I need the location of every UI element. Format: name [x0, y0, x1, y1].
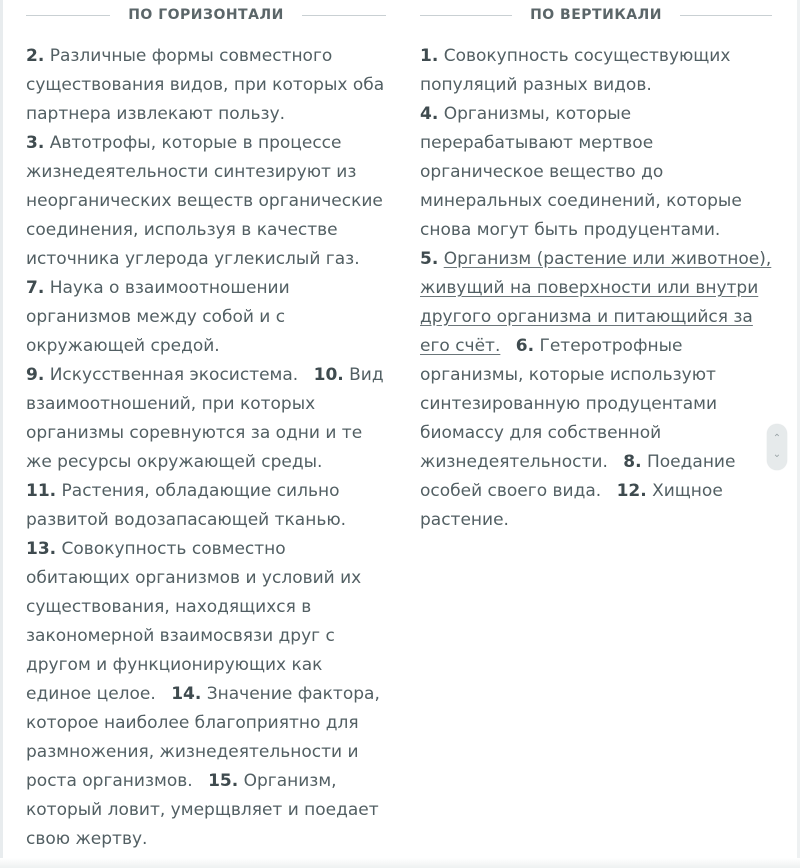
clue-v-1 [420, 42, 772, 100]
clue-text: Гетеротрофные организмы, которые используют синтезированную продуцентами биомассу для собственной жизнедеятельности. [420, 336, 718, 472]
clue-text: Вид взаимоотношений, при которых организмы соревнуются за одни и те же ресурсы окружающей среды. [26, 365, 384, 472]
clue-text: Поедание особей своего вида. [420, 452, 736, 501]
clue-number: 15. [208, 771, 239, 791]
header-rule-left [26, 15, 110, 16]
clue-number: 3. [26, 133, 45, 153]
clue-text: Организмы, которые перерабатывают мертвое органическое вещество до минеральных соединений, которые снова могут быть продуцентами. [420, 104, 742, 240]
clue-text-underlined: Организм (растение или животное), живущий на поверхности или внутри другого организма и питающийся за его счёт. [420, 249, 772, 356]
clue-text: Совокупность совместно обитающих организмов и условий их существования, находящихся в закономерной взаимосвязи друг с другом и функционирующих как единое целое. [26, 539, 362, 704]
vertical-clue-list [420, 42, 772, 535]
clue-h-11 [26, 477, 386, 535]
clue-text: Растения, обладающие сильно развитой водозапасающей тканью. [26, 481, 347, 530]
scroll-handle[interactable] [767, 424, 787, 470]
clue-row-13-14-15 [26, 535, 386, 854]
clue-h-13 [26, 539, 361, 704]
clue-text: Значение фактора, которое наиболее благоприятно для размножения, жизнедеятельности и роста организмов. [26, 684, 380, 791]
vertical-header [420, 0, 772, 30]
clue-text: Наука о взаимоотношении организмов между собой и с окружающей средой. [26, 278, 290, 356]
clue-number: 14. [171, 684, 202, 704]
clue-number: 13. [26, 539, 57, 559]
bottom-fade [0, 858, 800, 868]
chevron-up-icon[interactable]: ⌃ [772, 433, 782, 444]
clue-h-3 [26, 129, 386, 274]
chevron-down-icon[interactable]: ⌄ [772, 449, 782, 460]
clue-number: 10. [313, 365, 344, 385]
clue-number: 6. [515, 336, 535, 356]
horizontal-clue-list [26, 42, 386, 854]
vertical-clues-column [420, 0, 772, 535]
clue-text: Автотрофы, которые в процессе жизнедеятельности синтезируют из неорганических веществ органические соединения, используя в качестве источника углерода углекислый газ. [26, 133, 383, 269]
horizontal-clues-column [26, 0, 386, 854]
clue-number: 4. [420, 104, 439, 124]
clue-number: 11. [26, 481, 57, 501]
clue-number: 5. [420, 249, 439, 269]
clue-number: 9. [26, 365, 45, 385]
clue-number: 2. [26, 46, 45, 66]
page-edge-left [0, 0, 3, 868]
clue-number: 8. [623, 452, 642, 472]
clue-text: Искусственная экосистема. [49, 365, 299, 385]
clue-text: Различные формы совместного существования видов, при которых оба партнера извлекают пользу. [26, 46, 385, 124]
clue-h-9 [26, 365, 298, 385]
horizontal-title: ПО ГОРИЗОНТАЛИ [128, 7, 284, 23]
header-rule-right [302, 15, 386, 16]
clue-h-2 [26, 42, 386, 129]
clue-text: Организм, который ловит, умерщвляет и поедает свою жертву. [26, 771, 379, 849]
clue-row-9-10 [26, 361, 386, 477]
vertical-title: ПО ВЕРТИКАЛИ [530, 7, 662, 23]
clue-number: 7. [26, 278, 45, 298]
clue-text: Совокупность сосуществующих популяций разных видов. [420, 46, 731, 95]
header-rule-right [680, 15, 772, 16]
clue-h-7 [26, 274, 386, 361]
clue-number: 12. [616, 481, 647, 501]
clue-number: 1. [420, 46, 439, 66]
horizontal-header [26, 0, 386, 30]
clue-text: Хищное растение. [420, 481, 723, 530]
header-rule-left [420, 15, 512, 16]
clue-row-5-6-8-12 [420, 245, 772, 535]
clue-v-4 [420, 100, 772, 245]
